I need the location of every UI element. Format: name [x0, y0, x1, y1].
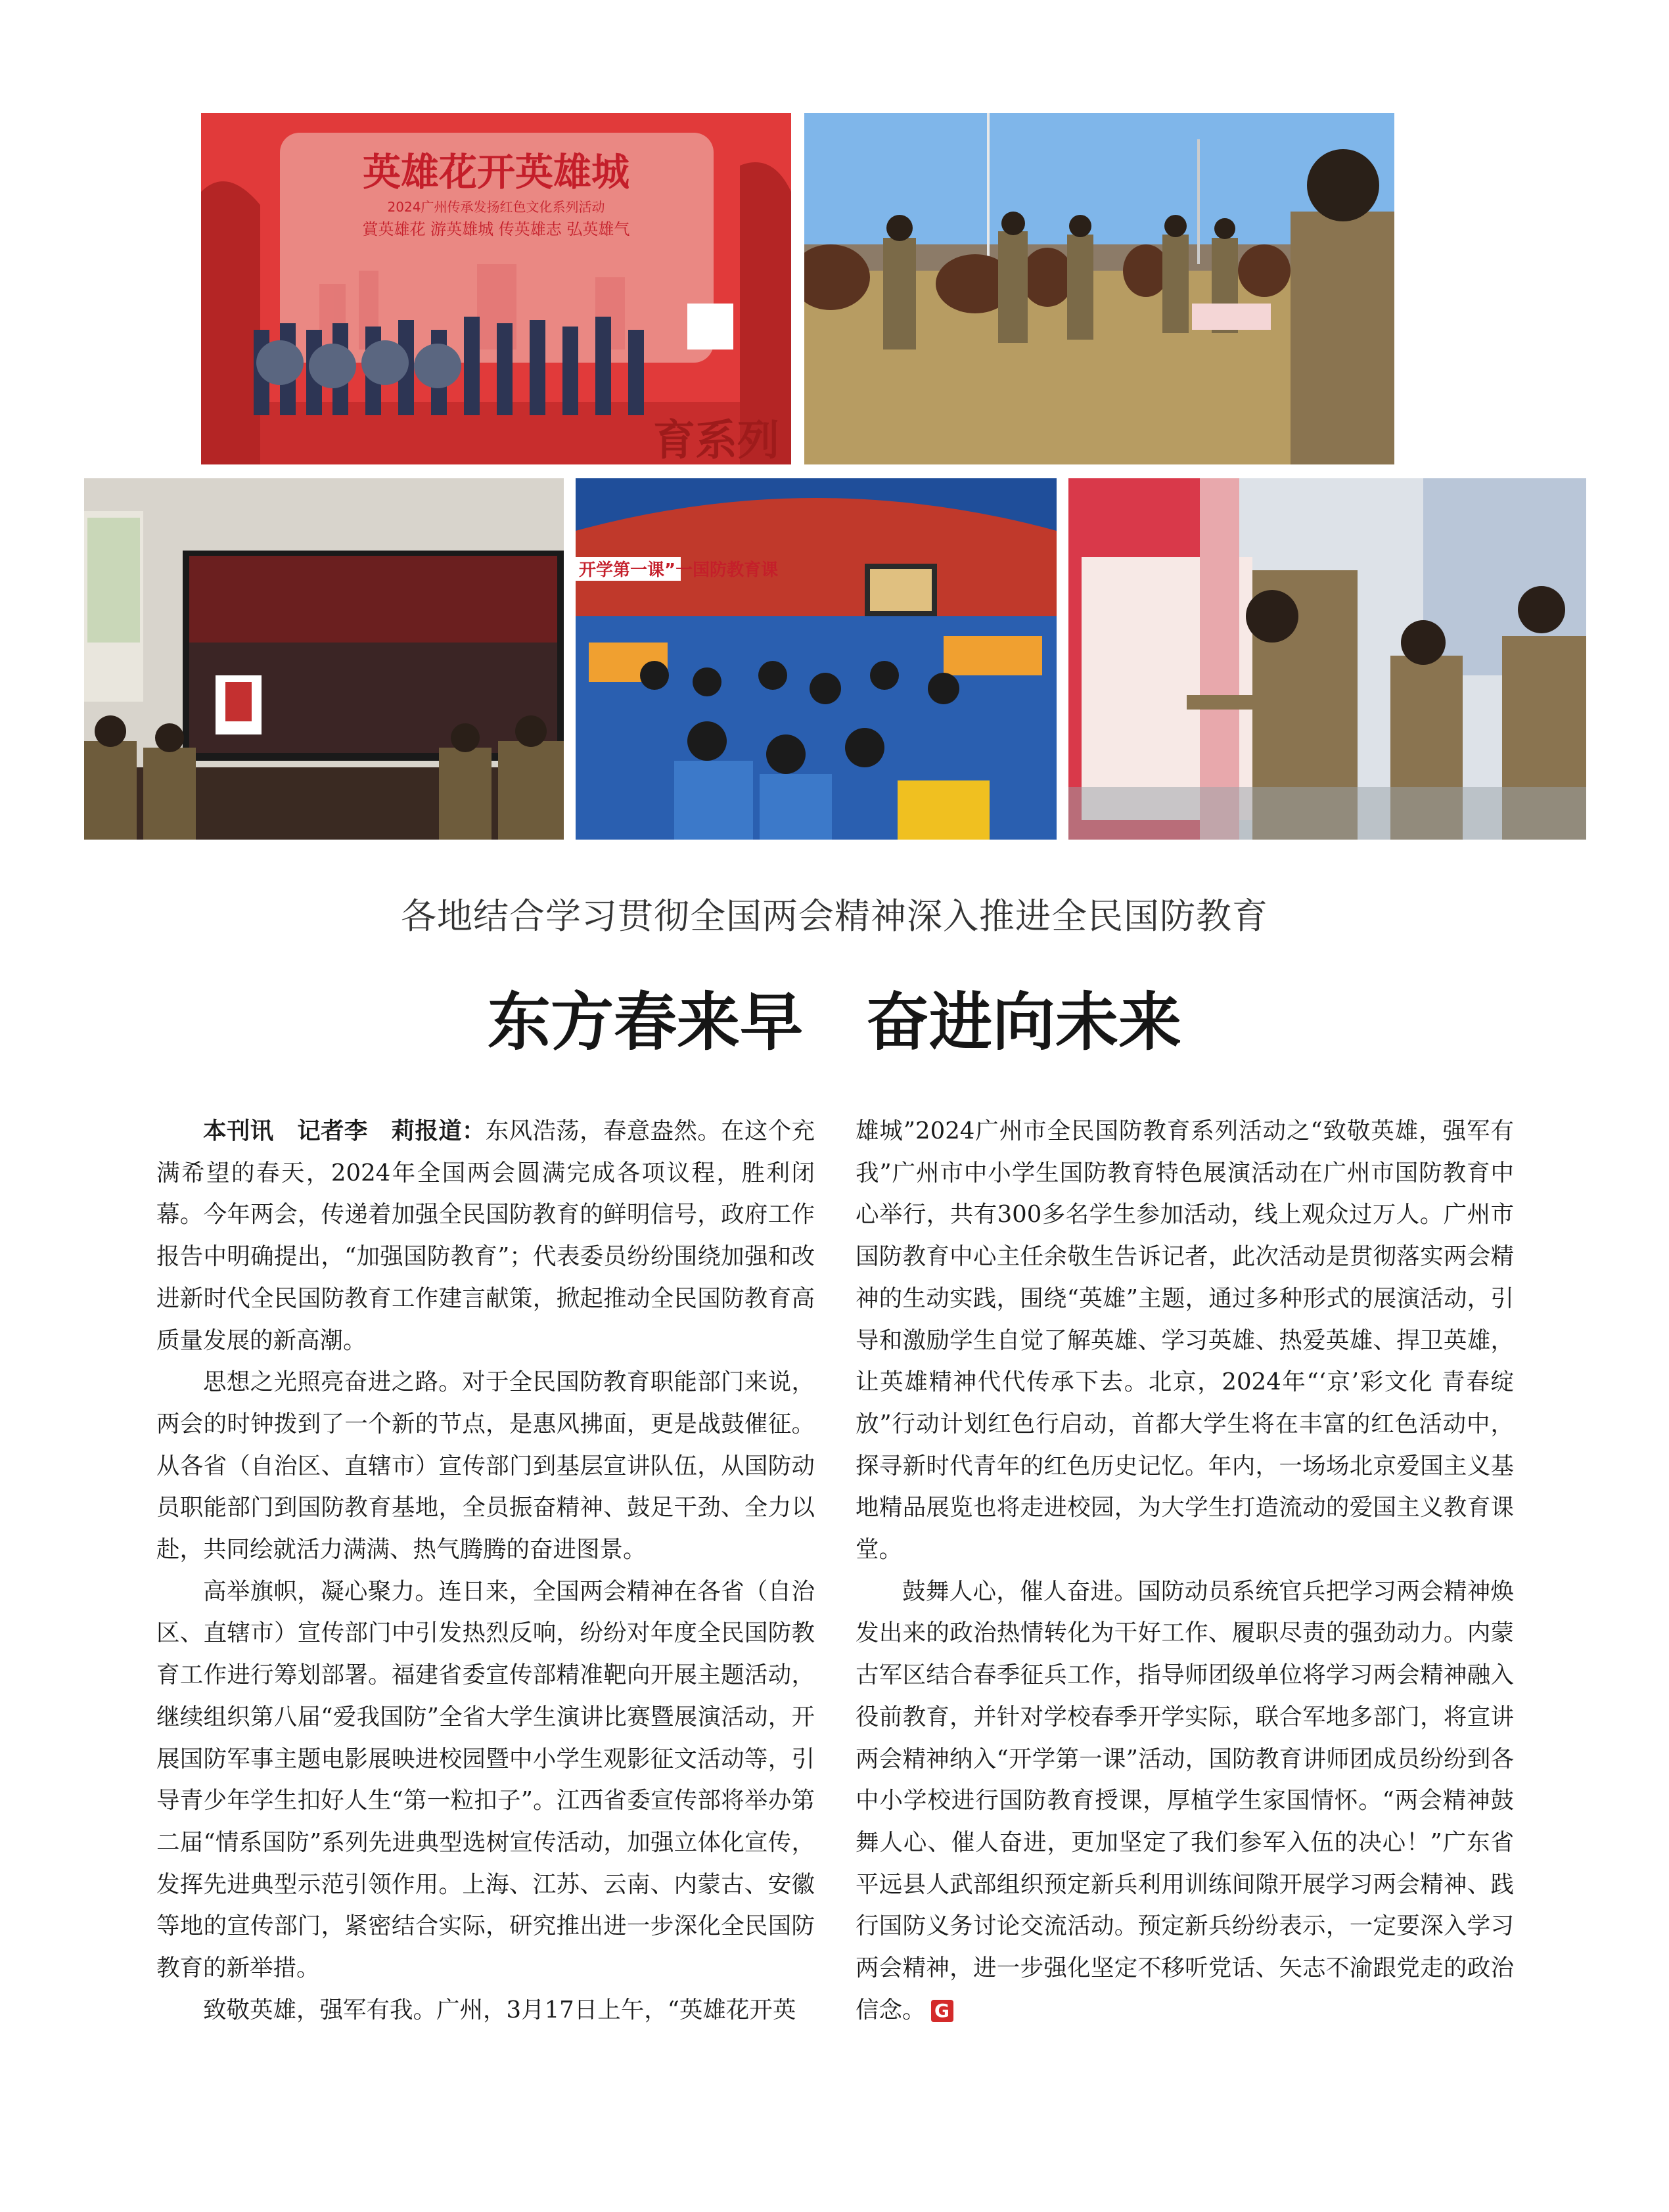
banner-title: 英雄花开英雄城 [362, 150, 630, 194]
article-column-right [856, 1110, 1514, 2031]
photo-stage-performance [201, 113, 791, 464]
paragraph-text: 鼓舞人心，催人奋进。国防动员系统官兵把学习两会精神焕发出来的政治热情转化为干好工作、履职尽责的强劲动力。内蒙古军区结合春季征兵工作，指导师团级单位将学习两会精神融入役前教育，并针对学校春季开学实际，联合军地多部门，将宣讲两会精神纳入“开学第一课”活动，国防教育讲师团成员纷纷到各中小学校进行国防教育授课，厚植学生家国情怀。“两会精神鼓舞人心、催人奋进，更加坚定了我们参军入伍的决心！”广东省平远县人武部组织预定新兵利用训练间隙开展学习两会精神、践行国防义务讨论交流活动。预定新兵纷纷表示，一定要深入学习两会精神，进一步强化坚定不移听党话、矢志不渝跟党走的政治信念。 [856, 1577, 1514, 2023]
photo-yurt-classroom [576, 478, 1057, 840]
photo-cavalry-soldiers [804, 113, 1394, 464]
banner-slogan: 賞英雄花 游英雄城 传英雄志 弘英雄气 [362, 220, 630, 238]
paragraph: 高举旗帜，凝心聚力。连日来，全国两会精神在各省（自治区、直辖市）宣传部门中引发热烈反响，纷纷对年度全民国防教育工作进行筹划部署。福建省委宣传部精准靶向开展主题活动，继续组织第八届“爱我国防”全省大学生演讲比赛暨展演活动，开展国防军事主题电影展映进校园暨中小学生观影征文活动等，引导青少年学生扣好人生“第一粒扣子”。江西省委宣传部将举办第二届“情系国防”系列先进典型选树宣传活动，加强立体化宣传，发挥先进典型示范引领作用。上海、江苏、云南、内蒙古、安徽等地的宣传部门，紧密结合实际，研究推出进一步深化全民国防教育的新举措。 [156, 1577, 815, 1982]
byline: 本刊讯 记者李 莉报道： [203, 1117, 486, 1144]
paragraph: 思想之光照亮奋进之路。对于全民国防教育职能部门来说，两会的时钟拨到了一个新的节点，是惠风拂面，更是战鼓催征。从各省（自治区、直辖市）宣传部门到基层宣讲队伍，从国防动员职能部门到国防教育基地，全员振奋精神、鼓足干劲、全力以赴，共同绘就活力满满、热气腾腾的奋进图景。 [156, 1368, 815, 1564]
paragraph [856, 1571, 1514, 2031]
backdrop-text: 育系列 [653, 417, 779, 464]
end-mark-icon: G [931, 2000, 953, 2022]
banner-subtitle: 2024广州传承发扬红色文化系列活动 [387, 199, 605, 215]
photo-exhibit-explanation [1068, 478, 1586, 840]
paragraph: 致敬英雄，强军有我。广州，3月17日上午，“英雄花开英 [203, 1996, 796, 2023]
article-subtitle: 各地结合学习贯彻全国两会精神深入推进全民国防教育 [401, 895, 1268, 937]
paragraph [156, 1110, 815, 1361]
paragraph: 雄城”2024广州市全民国防教育系列活动之“致敬英雄，强军有我”广州市中小学生国防教育特色展演活动在广州市国防教育中心举行，共有300多名学生参加活动，线上观众过万人。广州市国防教育中心主任余敬生告诉记者，此次活动是贯彻落实两会精神的生动实践，围绕“英雄”主题，通过多种形式的展演活动，引导和激励学生自觉了解英雄、学习英雄、热爱英雄、捍卫英雄，让英雄精神代代传承下去。北京，2024年“‘京’彩文化 青春绽放”行动计划红色行启动，首都大学生将在丰富的红色活动中，探寻新时代青年的红色历史记忆。年内，一场场北京爱国主义基地精品展览也将走进校园，为大学生打造流动的爱国主义教育课堂。 [856, 1117, 1514, 1564]
paragraph-text: 东风浩荡，春意盎然。在这个充满希望的春天，2024年全国两会圆满完成各项议程，胜利闭幕。今年两会，传递着加强全民国防教育的鲜明信号，政府工作报告中明确提出，“加强国防教育”；代表委员纷纷围绕加强和改进新时代全民国防教育工作建言献策，掀起推动全民国防教育高质量发展的新高潮。 [156, 1117, 815, 1354]
photo-meeting-room [84, 478, 564, 840]
classroom-banner: 开学第一课”一国防教育课 [579, 560, 779, 580]
article-column-left [156, 1110, 815, 2031]
article-title: 东方春来早 奋进向未来 [488, 985, 1181, 1059]
